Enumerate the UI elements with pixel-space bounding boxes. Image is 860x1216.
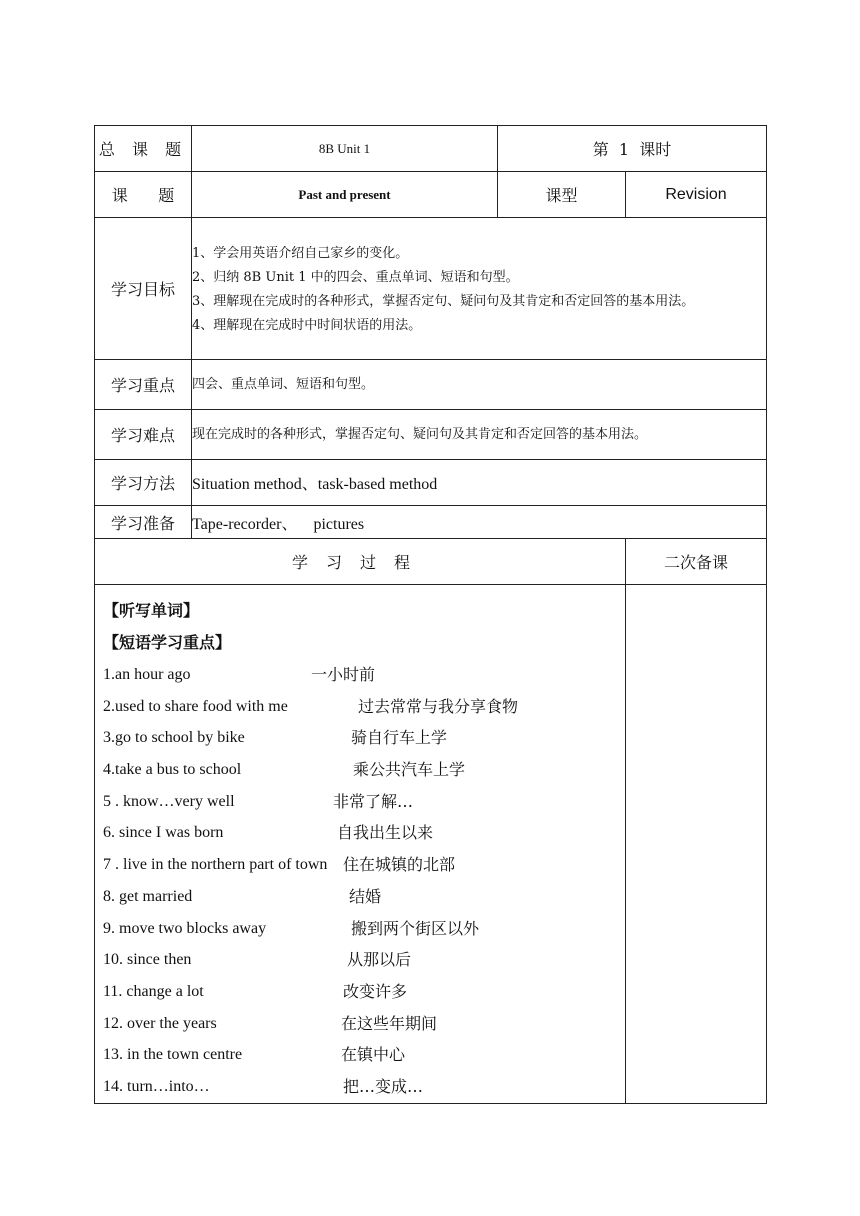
phrase-english: 13. in the town centre: [103, 1046, 243, 1064]
section-heading-dictation: 【听写单词】: [103, 601, 200, 620]
objective-item: 4、理解现在完成时中时间状语的用法。: [192, 318, 422, 333]
phrase-english: 2.used to share food with me: [103, 697, 288, 715]
row-preparation: [95, 506, 767, 539]
period-label: 第: [592, 140, 609, 159]
row-process-header: [95, 539, 767, 585]
topic-value: 8B Unit 1: [192, 126, 498, 172]
phrase-english: 10. since then: [103, 951, 192, 969]
phrase-row: [103, 944, 625, 976]
phrase-chinese: 住在城镇的北部: [343, 855, 456, 875]
type-label: 课型: [498, 172, 626, 218]
phrase-chinese: 非常了解…: [333, 791, 414, 811]
phrase-row: [103, 913, 625, 945]
phrase-chinese: 搬到两个街区以外: [351, 918, 480, 938]
phrase-english: 7 . live in the northern part of town: [103, 856, 328, 874]
row-methods: [95, 460, 767, 506]
phrase-row: [103, 691, 625, 723]
phrase-list: [103, 659, 625, 1103]
phrase-row: [103, 817, 625, 849]
phrase-chinese: 过去常常与我分享食物: [358, 696, 519, 716]
preparation-label: 学习准备: [95, 506, 192, 539]
row-difficulties: [95, 410, 767, 460]
phrase-chinese: 改变许多: [343, 981, 408, 1001]
phrase-row: [103, 786, 625, 818]
objective-item: 3、理解现在完成时的各种形式，掌握否定句、疑问句及其肯定和否定回答的基本用法。: [192, 294, 695, 309]
period-number: 1: [618, 140, 630, 159]
phrase-english: 12. over the years: [103, 1014, 217, 1032]
phrase-row: [103, 1039, 625, 1071]
phrase-row: [103, 1008, 625, 1040]
difficulties-label: 学习难点: [95, 410, 192, 460]
type-value: Revision: [626, 172, 767, 218]
phrase-english: 5 . know…very well: [103, 792, 235, 810]
phrase-row: [103, 722, 625, 754]
phrase-english: 14. turn…into…: [103, 1077, 210, 1095]
row-topic: [95, 126, 767, 172]
phrase-chinese: 自我出生以来: [337, 823, 434, 843]
phrase-chinese: 结婚: [349, 886, 382, 906]
phrase-english: 9. move two blocks away: [103, 919, 267, 937]
topic-label: 总 课 题: [95, 126, 192, 172]
second-preparation-notes: [626, 585, 767, 1104]
phrase-row: [103, 1071, 625, 1103]
lesson-plan-table: [94, 125, 767, 1104]
phrase-chinese: 骑自行车上学: [351, 728, 448, 748]
process-title: 学习过程: [95, 539, 626, 585]
objectives-label: 学习目标: [95, 218, 192, 360]
phrase-chinese: 在镇中心: [341, 1045, 406, 1065]
row-key-points: [95, 360, 767, 410]
phrase-row: [103, 976, 625, 1008]
process-content: [95, 585, 626, 1104]
preparation-text: Tape-recorder、 pictures: [192, 506, 767, 539]
phrase-english: 6. since I was born: [103, 824, 224, 842]
key-points-label: 学习重点: [95, 360, 192, 410]
title-label: 课 题: [95, 172, 192, 218]
section-heading-phrases: 【短语学习重点】: [103, 633, 232, 652]
phrase-row: [103, 849, 625, 881]
phrase-chinese: 把…变成…: [343, 1076, 424, 1096]
period-unit: 课时: [639, 140, 672, 159]
methods-text: Situation method、task-based method: [192, 460, 767, 506]
phrase-english: 3.go to school by bike: [103, 729, 245, 747]
period-cell: [498, 126, 767, 172]
phrase-row: [103, 881, 625, 913]
phrase-english: 11. change a lot: [103, 982, 204, 1000]
objective-item: 1、学会用英语介绍自己家乡的变化。: [192, 246, 409, 261]
difficulties-text: 现在完成时的各种形式，掌握否定句、疑问句及其肯定和否定回答的基本用法。: [192, 410, 767, 460]
phrase-chinese: 在这些年期间: [341, 1013, 438, 1033]
process-side-title: 二次备课: [626, 539, 767, 585]
key-points-text: 四会、重点单词、短语和句型。: [192, 360, 767, 410]
row-process-body: [95, 585, 767, 1104]
title-value: Past and present: [192, 172, 498, 218]
phrase-row: [103, 659, 625, 691]
phrase-chinese: 一小时前: [311, 665, 376, 684]
row-lesson-title: [95, 172, 767, 218]
phrase-row: [103, 754, 625, 786]
row-objectives: [95, 218, 767, 360]
phrase-english: 1.an hour ago: [103, 666, 191, 683]
phrase-chinese: 乘公共汽车上学: [353, 760, 466, 780]
phrase-chinese: 从那以后: [347, 950, 412, 970]
objective-item: 2、归纳 8B Unit 1 中的四会、重点单词、短语和句型。: [192, 270, 519, 285]
objectives-list: [192, 218, 767, 360]
methods-label: 学习方法: [95, 460, 192, 506]
phrase-english: 4.take a bus to school: [103, 761, 242, 779]
phrase-english: 8. get married: [103, 887, 193, 905]
